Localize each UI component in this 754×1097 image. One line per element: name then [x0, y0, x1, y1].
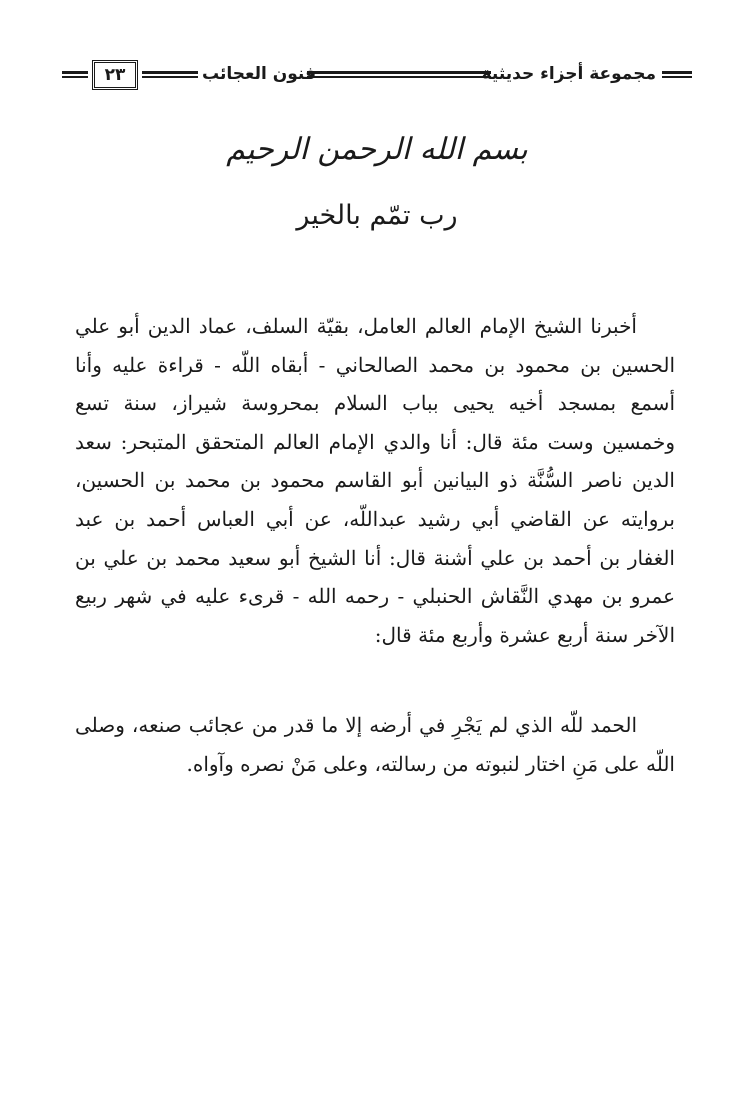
paragraph-text: أخبرنا الشيخ الإمام العالم العامل، بقيّة السلف، عماد الدين أبو علي الحسين بن محمود بن محمد الصالحاني - أبقاه اللّه - قراءة عليه وأنا أسمع بمسجد أخيه يحيى بباب السلام بمحروسة شيراز، سنة تسع وخمسين وست مئة قال: أنا والدي الإمام العالم المتحقق المتبحر: سعد الدين ناصر السُّنَّة ذو البيانين أبو القاسم محمود بن محمد بن الحسين، بروايته عن القاضي أبي رشيد عبداللّه، عن أبي العباس أحمد بن عبد الغفار بن أحمد بن علي أشنة قال: أنا الشيخ أبو سعيد محمد بن علي بن عمرو بن مهدي النَّقاش الحنبلي - رحمه الله - قرىء عليه في شهر ربيع الآخر سنة أربع عشرة وأربع مئة قال:: [75, 314, 675, 647]
page-number: ٢٣: [92, 60, 138, 90]
running-header: [62, 58, 692, 92]
paragraph-isnad: [75, 307, 675, 654]
paragraph-text: الحمد للّه الذي لم يَجْرِ في أرضه إلا ما قدر من عجائب صنعه، وصلى اللّه على مَنِ اختار لنبوته من رسالته، وعلى مَنْ نصره وآواه.: [75, 713, 675, 776]
header-rule-middle: [307, 71, 491, 78]
opening-invocation: رب تمّم بالخير: [296, 200, 458, 231]
header-rule-left: [142, 71, 198, 78]
section-title: فنون العجائب: [202, 64, 316, 84]
paragraph-hamdala: [75, 706, 675, 783]
book-title: مجموعة أجزاء حديثية: [481, 64, 656, 84]
basmala-heading: بسم الله الرحمن الرحيم: [226, 132, 528, 167]
header-rule-edge: [62, 71, 88, 78]
header-rule-right: [662, 71, 692, 78]
